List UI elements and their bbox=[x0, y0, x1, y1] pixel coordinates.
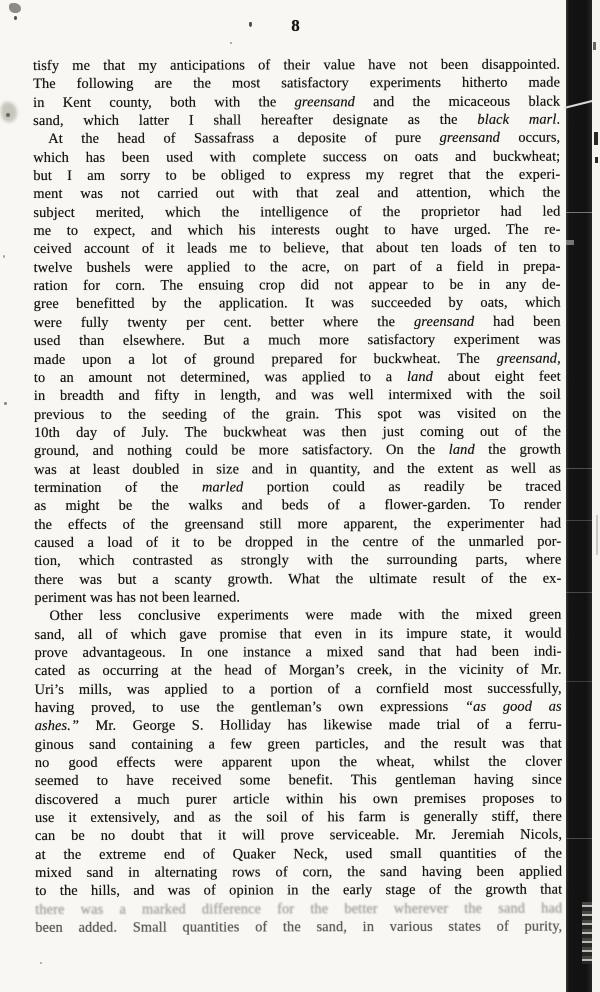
text-line: in breadth and fifty in length, and was well intermixed with the soil bbox=[33, 386, 561, 405]
text-line: but I am sorry to be obliged to express my regret that the experi- bbox=[33, 166, 561, 185]
text-line: at the extreme end of Quaker Neck, used small quantities of the bbox=[35, 845, 563, 863]
page-number: 8 bbox=[291, 16, 301, 35]
text-line: cated as occurring at the head of Morgan’s creek, in the vicinity of Mr. bbox=[34, 661, 562, 680]
scan-speck bbox=[6, 113, 10, 117]
opposite-page-text-fragment bbox=[594, 132, 598, 145]
scan-smudge bbox=[1, 102, 17, 122]
opposite-page-text-fragment bbox=[595, 157, 598, 163]
text-line: tisfy me that my anticipations of their value have not been disappointed. bbox=[33, 56, 561, 74]
text-line: to an amount not determined, was applied to a land about eight feet bbox=[33, 368, 561, 386]
text-line: At the head of Sassafrass a deposite of pure greensand occurs, bbox=[48, 129, 561, 148]
scan-speck bbox=[249, 22, 252, 27]
text-line: Uri’s mills, was applied to a portion of a cornfield most successfully, bbox=[34, 680, 562, 698]
text-line: twelve bushels were applied to the acre, on part of a field in prepa- bbox=[33, 258, 561, 276]
text-line: the effects of the greensand still more apparent, the experimenter had bbox=[34, 515, 562, 533]
text-line: was at least doubled in size and in quantity, and the extent as well as bbox=[34, 460, 562, 478]
scan-speck bbox=[3, 255, 5, 258]
gutter-scratch-line bbox=[566, 592, 592, 593]
text-line: me to expect, and which his interests ought to have urged. The re- bbox=[33, 221, 561, 240]
scan-gutter-shadow bbox=[566, 0, 592, 992]
text-line: ground, and nothing could be more satisfactory. On the land the growth bbox=[34, 441, 562, 460]
text-line: having proved, to use the gentleman’s own expressions “as good as bbox=[34, 698, 562, 717]
text-line: gree benefitted by the application. It was succeeded by oats, which bbox=[33, 295, 561, 313]
scan-speck bbox=[40, 962, 42, 964]
text-block bbox=[33, 56, 562, 938]
text-line: to the hills, and was of opinion in the early stage of the growth that bbox=[35, 882, 563, 900]
text-line: ashes.” Mr. George S. Holliday has likewise made trial of a ferru- bbox=[34, 716, 562, 735]
scan-speck bbox=[9, 3, 21, 13]
opposite-page-text-fragment bbox=[596, 515, 598, 555]
scan-speck bbox=[4, 402, 7, 405]
opposite-page-edge bbox=[592, 0, 600, 992]
text-line: use it extensively, and as the soil of his farm is generally stiff, there bbox=[34, 808, 563, 827]
text-line: there was but a scanty growth. What the ultimate result of the ex- bbox=[34, 570, 562, 588]
text-line: in Kent county, both with the greensand and the micaceous black bbox=[33, 93, 561, 111]
scan-speck bbox=[230, 42, 232, 44]
text-line: The following are the most satisfactory experiments hitherto made bbox=[33, 74, 561, 93]
text-line: subject merited, which the intelligence of the proprietor had led bbox=[33, 203, 561, 221]
text-line: ginous sand containing a few green particles, and the result was that bbox=[34, 735, 562, 753]
text-line: previous to the seeding of the grain. This spot was visited on the bbox=[33, 405, 561, 423]
text-line: Other less conclusive experiments were made with the mixed green bbox=[49, 606, 562, 625]
text-line: were fully twenty per cent. better where the greensand had been bbox=[33, 313, 561, 331]
text-line: termination of the marled portion could as readily be traced bbox=[34, 478, 562, 496]
text-line: tion, which contrasted as strongly with the surrounding parts, where bbox=[34, 551, 562, 570]
text-line: ment was not carried out with that zeal and attention, which the bbox=[33, 185, 561, 203]
gutter-scratch-line bbox=[566, 681, 592, 682]
gutter-notch bbox=[566, 240, 574, 245]
text-line: made upon a lot of ground prepared for buckwheat. The greensand, bbox=[33, 350, 561, 368]
gutter-scratch-line bbox=[566, 838, 592, 839]
scan-speck bbox=[14, 16, 17, 20]
text-line: been added. Small quantities of the sand, in various states of purity, bbox=[35, 918, 563, 937]
text-line: seemed to have received some benefit. This gentleman having since bbox=[34, 772, 562, 790]
text-line: discovered a much purer article within his own premises proposes to bbox=[34, 790, 562, 808]
text-line: can be no doubt that it will prove serviceable. Mr. Jeremiah Nicols, bbox=[35, 827, 563, 845]
text-line: used than elsewhere. But a much more satisfactory experiment was bbox=[33, 331, 561, 350]
text-line: which has been used with complete success on oats and buckwheat; bbox=[33, 148, 561, 166]
text-line: periment was has not been learned. bbox=[34, 589, 241, 606]
gutter-scratch-line bbox=[566, 468, 592, 469]
text-line: ceived account of it leads me to believe, that about ten loads of ten to bbox=[33, 240, 561, 258]
gutter-scratch-line bbox=[566, 212, 592, 213]
text-line: prove advantageous. In one instance a mixed sand that had been indi- bbox=[34, 643, 562, 661]
text-line: sand, which latter I shall hereafter designate as the black marl. bbox=[33, 111, 561, 130]
text-line: as might be the walks and beds of a flower-garden. To render bbox=[34, 496, 562, 515]
opposite-page-text-fragment bbox=[593, 42, 596, 50]
text-line: ration for corn. The ensuing crop did not appear to be in any de- bbox=[33, 276, 561, 295]
gutter-scratch-line bbox=[566, 520, 592, 521]
text-line: caused a load of it to be dropped in the centre of the unmarled por- bbox=[34, 533, 562, 551]
text-line: there was a marked difference for the better wherever the sand had bbox=[35, 900, 563, 918]
gutter-diagonal-scratch bbox=[564, 99, 595, 108]
text-line: sand, all of which gave promise that even in its impure state, it would bbox=[34, 625, 562, 643]
text-line: 10th day of July. The buckwheat was then just coming out of the bbox=[33, 423, 562, 441]
text-line: mixed sand in alternating rows of corn, the sand having been applied bbox=[35, 863, 563, 882]
text-line: no good effects were apparent upon the wheat, whilst the clover bbox=[34, 753, 562, 772]
